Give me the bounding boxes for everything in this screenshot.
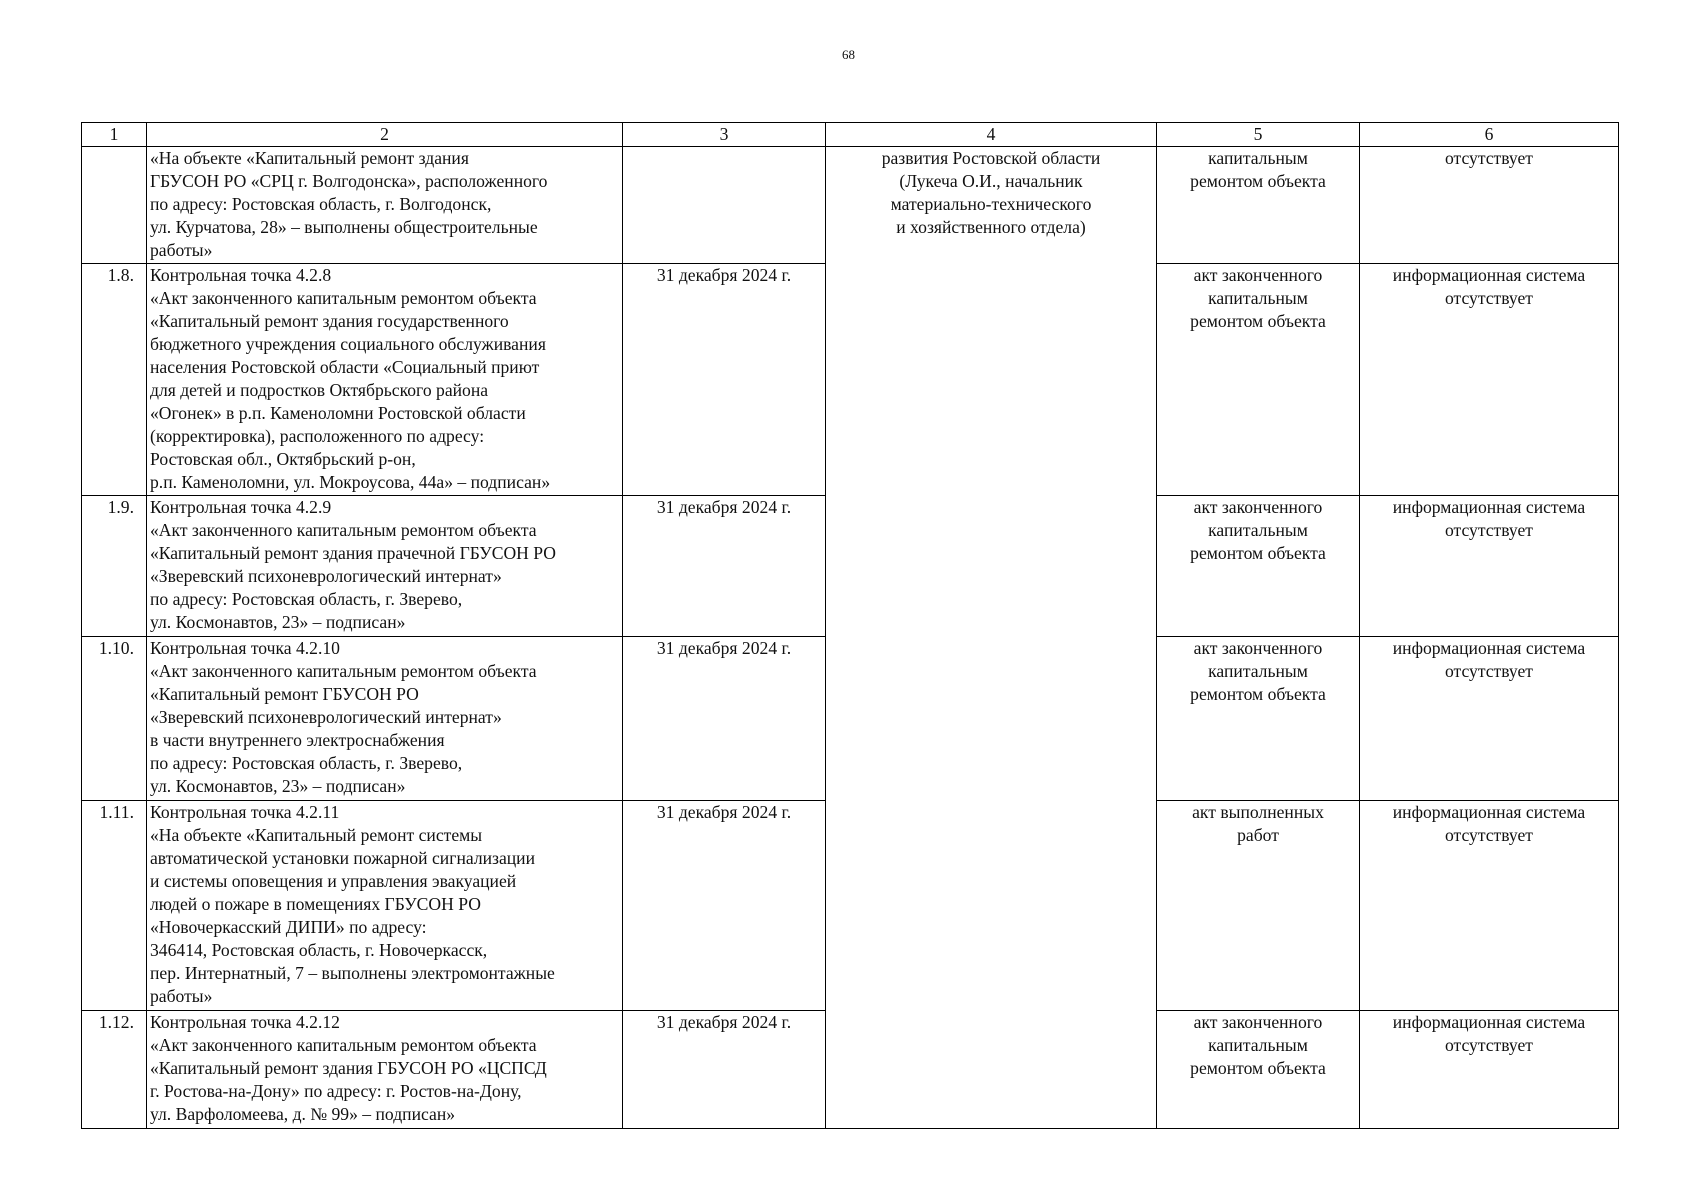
deadline-cell xyxy=(623,147,826,264)
document-type-cell: акт законченного капитальным ремонтом объекта xyxy=(1157,496,1360,637)
header-col-6: 6 xyxy=(1360,123,1619,147)
row-number: 1.12. xyxy=(82,1011,147,1129)
row-number: 1.9. xyxy=(82,496,147,637)
control-points-table xyxy=(81,122,1619,1129)
event-cell: Контрольная точка 4.2.8 «Акт законченного капитальным ремонтом объекта «Капитальный ремонт здания государственного бюджетного учреждения социального обслуживания населения Ростовской области «Социальный приют для детей и подростков Октябрьского района «Огонек» в р.п. Каменоломни Ростовской области (корректировка), расположенного по адресу: Ростовская обл., Октябрьский р-он, р.п. Каменоломни, ул. Мокроусова, 44а» – подписан» xyxy=(147,264,623,496)
row-number: 1.10. xyxy=(82,637,147,801)
document-type-cell: акт законченного капитальным ремонтом объекта xyxy=(1157,1011,1360,1129)
info-system-cell: информационная система отсутствует xyxy=(1360,1011,1619,1129)
table-header-row xyxy=(82,123,1619,147)
info-system-cell: информационная система отсутствует xyxy=(1360,637,1619,801)
info-system-cell: отсутствует xyxy=(1360,147,1619,264)
page-number: 68 xyxy=(842,47,855,62)
event-cell: «На объекте «Капитальный ремонт здания ГБУСОН РО «СРЦ г. Волгодонска», расположенного по адресу: Ростовская область, г. Волгодонск, ул. Курчатова, 28» – выполнены общестроительные работы» xyxy=(147,147,623,264)
document-type-cell: акт законченного капитальным ремонтом объекта xyxy=(1157,637,1360,801)
row-number: 1.8. xyxy=(82,264,147,496)
document-type-cell: капитальным ремонтом объекта xyxy=(1157,147,1360,264)
deadline-cell: 31 декабря 2024 г. xyxy=(623,637,826,801)
deadline-cell: 31 декабря 2024 г. xyxy=(623,801,826,1011)
deadline-cell: 31 декабря 2024 г. xyxy=(623,264,826,496)
info-system-cell: информационная система отсутствует xyxy=(1360,264,1619,496)
responsible-cell: развития Ростовской области (Лукеча О.И., начальник материально-технического и хозяйственного отдела) xyxy=(826,147,1157,1129)
event-cell: Контрольная точка 4.2.9 «Акт законченного капитальным ремонтом объекта «Капитальный ремонт здания прачечной ГБУСОН РО «Зверевский психоневрологический интернат» по адресу: Ростовская область, г. Зверево, ул. Космонавтов, 23» – подписан» xyxy=(147,496,623,637)
row-number: 1.11. xyxy=(82,801,147,1011)
event-cell: Контрольная точка 4.2.12 «Акт законченного капитальным ремонтом объекта «Капитальный ремонт здания ГБУСОН РО «ЦСПСД г. Ростова-на-Дону» по адресу: г. Ростов-на-Дону, ул. Варфоломеева, д. № 99» – подписан» xyxy=(147,1011,623,1129)
header-col-4: 4 xyxy=(826,123,1157,147)
row-number xyxy=(82,147,147,264)
document-type-cell: акт законченного капитальным ремонтом объекта xyxy=(1157,264,1360,496)
event-cell: Контрольная точка 4.2.11 «На объекте «Капитальный ремонт системы автоматической установки пожарной сигнализации и системы оповещения и управления эвакуацией людей о пожаре в помещениях ГБУСОН РО «Новочеркасский ДИПИ» по адресу: 346414, Ростовская область, г. Новочеркасск, пер. Интернатный, 7 – выполнены электромонтажные работы» xyxy=(147,801,623,1011)
header-col-5: 5 xyxy=(1157,123,1360,147)
info-system-cell: информационная система отсутствует xyxy=(1360,801,1619,1011)
header-col-3: 3 xyxy=(623,123,826,147)
table-row xyxy=(82,147,1619,264)
header-col-1: 1 xyxy=(82,123,147,147)
deadline-cell: 31 декабря 2024 г. xyxy=(623,1011,826,1129)
header-col-2: 2 xyxy=(147,123,623,147)
document-type-cell: акт выполненных работ xyxy=(1157,801,1360,1011)
deadline-cell: 31 декабря 2024 г. xyxy=(623,496,826,637)
info-system-cell: информационная система отсутствует xyxy=(1360,496,1619,637)
event-cell: Контрольная точка 4.2.10 «Акт законченного капитальным ремонтом объекта «Капитальный ремонт ГБУСОН РО «Зверевский психоневрологический интернат» в части внутреннего электроснабжения по адресу: Ростовская область, г. Зверево, ул. Космонавтов, 23» – подписан» xyxy=(147,637,623,801)
